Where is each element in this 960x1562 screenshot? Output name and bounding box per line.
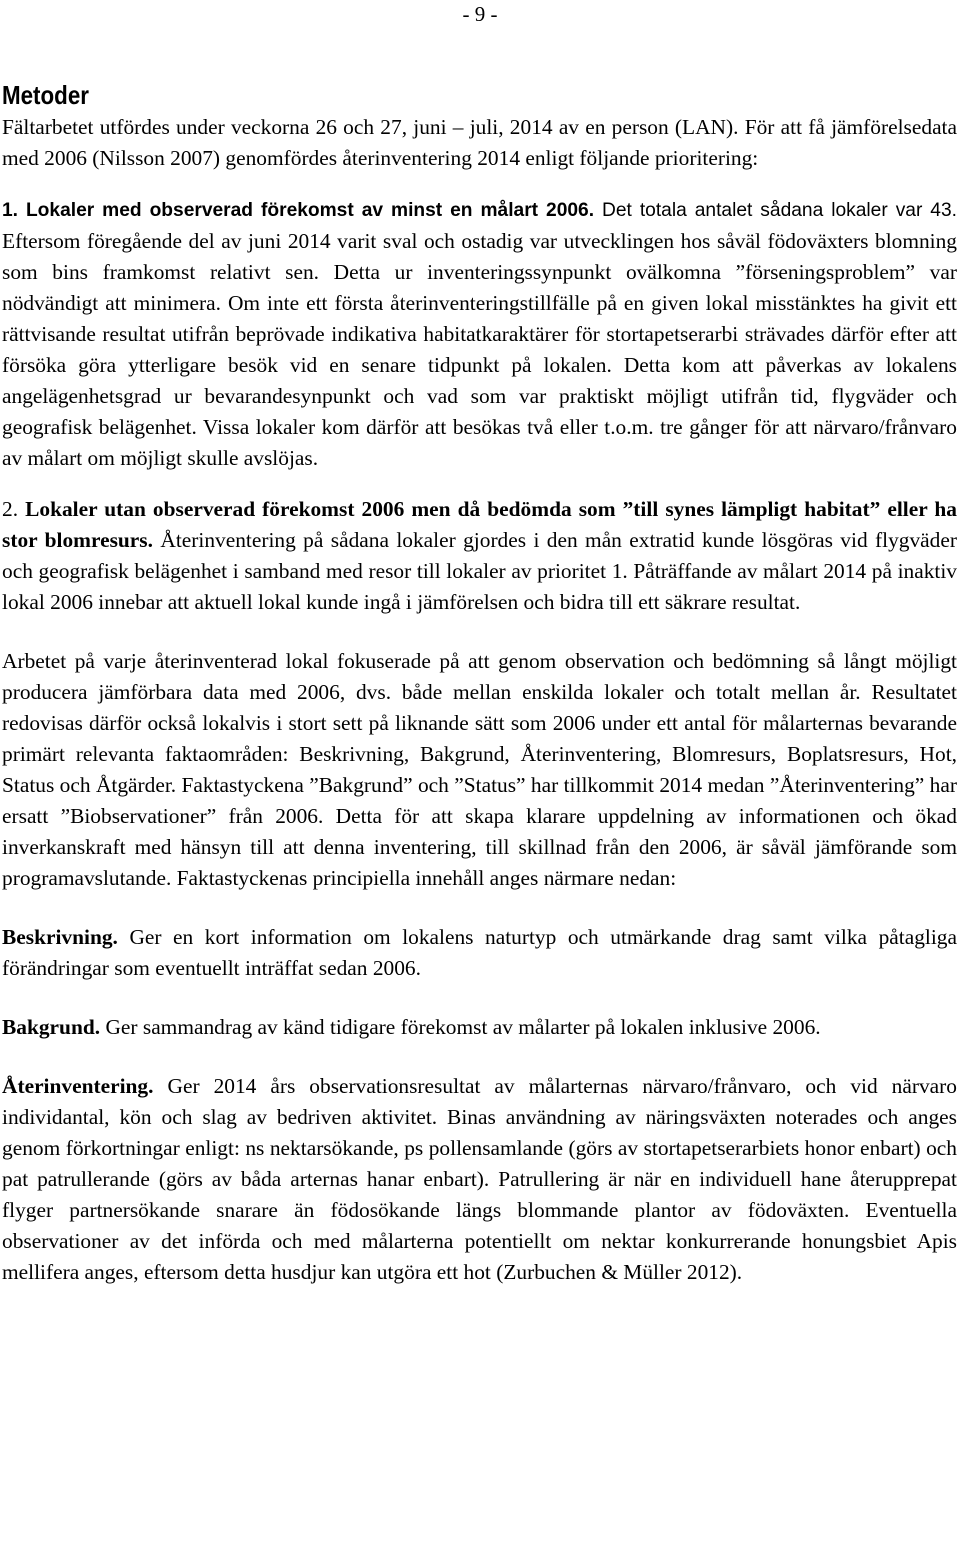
page-number: - 9 - [462,2,498,26]
priority-2-paragraph [2,494,957,618]
bakgrund-text: Ger sammandrag av känd tidigare förekomst av målarter på lokalen inklusive 2006. [105,1015,821,1039]
priority-1-count-text: Det totala antalet sådana lokaler var 43. [602,200,957,221]
document-body [2,78,957,1288]
priority-2-label: Lokaler utan observerad förekomst 2006 men då bedömda som ”till synes lämpligt habitat” eller ha stor blomresurs. [2,497,957,552]
aterinventering-text: Ger 2014 års observationsresultat av målarternas närvaro/frånvaro, och vid närvaro individantal, kön och slag av bedriven aktivitet. Binas användning av näringsväxten noterades och anges genom förkortningar enligt: ns nektarsökande, ps pollensamlande (görs av stortapetserarbiets honor enbart) och pat patrullerande (görs av båda arternas hanar enbart). Patrullering är när en individuell hane återupprepat flyger partnersökande snarare än födosökande längs blommande plantor av födoväxten. Eventuella observationer av det införda och med målarterna potentiellt om nektar konkurrerande honungsbiet Apis mellifera anges, eftersom detta husdjur kan utgöra ett hot (Zurbuchen & Müller 2012). [2,1074,957,1284]
beskrivning-text: Ger en kort information om lokalens naturtyp och utmärkande drag samt vilka påtagliga förändringar som eventuellt inträffat sedan 2006. [2,925,957,980]
intro-paragraph: Fältarbetet utfördes under veckorna 26 och 27, juni – juli, 2014 av en person (LAN). För att få jämförelsedata med 2006 (Nilsson 2007) genomfördes återinventering 2014 enligt följande prioritering: [2,115,957,170]
priority-2-number: 2. [2,497,19,521]
priority-1-paragraph [2,194,957,474]
work-paragraph: Arbetet på varje återinventerad lokal fokuserade på att genom observation och bedömning så långt möjligt producera jämförbara data med 2006, dvs. både mellan enskilda lokaler och totalt mellan år. Resultatet redovisas därför också lokalvis i stort sett på liknande sätt som 2006 under ett antal för målarternas bevarande primärt relevanta faktaområden: Beskrivning, Bakgrund, Återinventering, Blomresurs, Boplatsresurs, Hot, Status och Åtgärder. Faktastyckena ”Bakgrund” och ”Status” har tillkommit 2014 medan ”Återinventering” har ersatt ”Biobservationer” från 2006. Detta för att skapa klarare uppdelning av informationen och ökad inverkanskraft med hänsyn till att denna inventering, till skillnad från den 2006, är såväl jämförande som programavslutande. Faktastyckenas principiella innehåll anges närmare nedan: [2,649,957,890]
aterinventering-paragraph [2,1071,957,1288]
priority-2-text: Återinventering på sådana lokaler gjordes i den mån extratid kunde lösgöras vid flygväder och geografisk belägenhet i samband med resor till lokaler av prioritet 1. Påträffande av målart 2014 på inaktiv lokal 2006 innebar att aktuell lokal kunde ingå i jämförelsen och bidra till ett säkrare resultat. [2,528,957,614]
priority-1-label: 1. Lokaler med observerad förekomst av minst en målart 2006. [2,200,595,221]
section-heading: Metoder [2,80,89,110]
beskrivning-paragraph [2,922,957,984]
aterinventering-label: Återinventering. [2,1074,154,1098]
priority-1-timing-text: Eftersom föregående del av juni 2014 varit sval och ostadig var utvecklingen hos såväl födoväxters blomning som bins framkomst relativt sen. Detta ur inventeringssynpunkt ovälkomna ”förseningsproblem” var nödvändigt att minimera. [2,229,957,315]
bakgrund-paragraph [2,1012,957,1043]
bakgrund-label: Bakgrund. [2,1015,101,1039]
beskrivning-label: Beskrivning. [2,925,118,949]
priority-1-revisit-text: Om inte ett första återinventeringstillfälle på en given lokal misstänktes ha givit ett rättvisande resultat utifrån beprövade indikativa habitatkaraktärer för stortapetserarbi strävades därför efter att försöka göra ytterligare besök vid en senare tidpunkt på lokalen. Detta kom att påverkas av lokalens angelägenhetsgrad ur bevarandesynpunkt och vad som var praktiskt möjligt utifrån tid, flygväder och geografisk belägenhet. Vissa lokaler kom därför att besökas två eller t.o.m. tre gånger för att närvaro/frånvaro av målart om möjligt skulle avslöjas. [2,291,958,470]
